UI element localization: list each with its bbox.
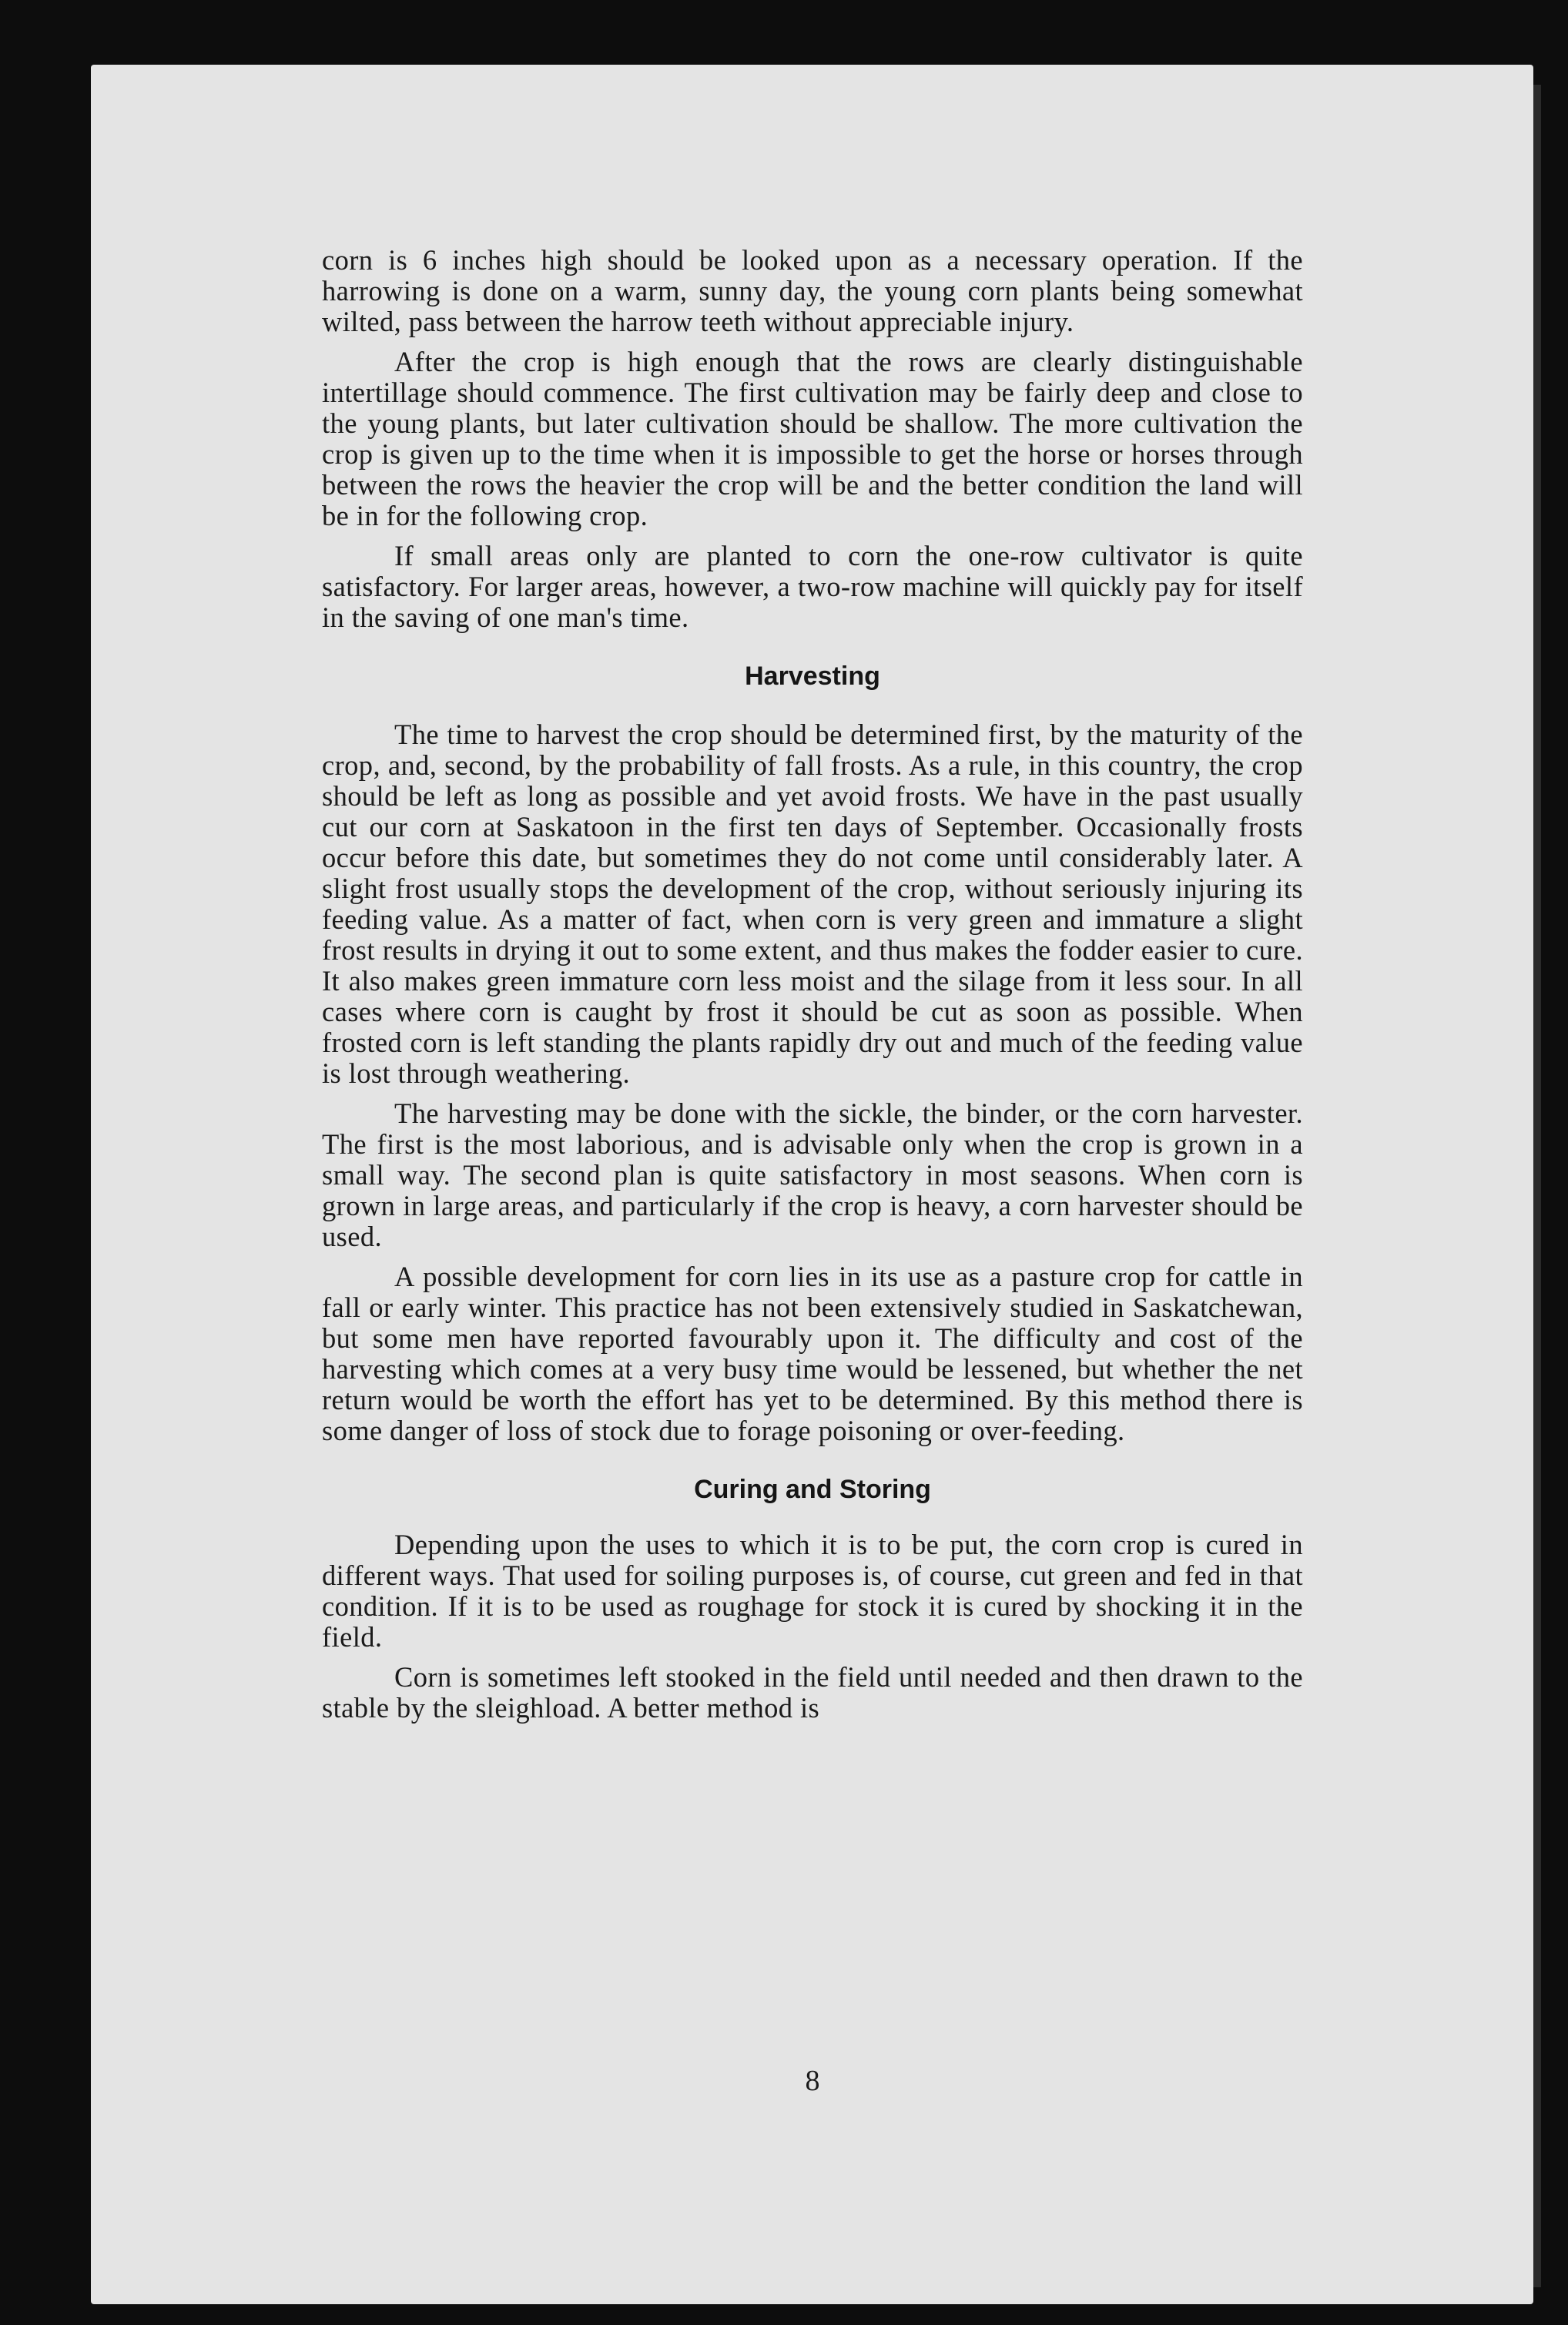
section-heading-harvesting: Harvesting <box>745 662 880 691</box>
page-edge-shadow <box>1533 85 1541 2287</box>
page-footer <box>322 0 1303 2325</box>
page-number: 8 <box>805 2065 820 2097</box>
paragraph: A possible development for corn lies in its use as a pasture crop for cattle in fall or early winter. This practice has not been extensively studied in Saskatchewan, but some men have reported favourably upon it. The difficulty and cost of the harvesting which comes at a very busy time would be lessened, but whether the net return would be worth the effort has yet to be determined. By this method there is some danger of loss of stock due to forage poisoning or over-feeding. <box>322 1261 1303 1446</box>
section-heading-curing: Curing and Storing <box>694 1475 931 1504</box>
paragraph: The time to harvest the crop should be determined first, by the maturity of the crop, and, second, by the probability of fall frosts. As a rule, in this country, the crop should be left as long as possible and yet avoid frosts. We have in the past usually cut our corn at Saskatoon in the first ten days of September. Occasionally frosts occur before this date, but sometimes they do not come until considerably later. A slight frost usually stops the development of the crop, without seriously injuring its feeding value. As a matter of fact, when corn is very green and immature a slight frost results in drying it out to some extent, and thus makes the fodder easier to cure. It also makes green immature corn less moist and the silage from it less sour. In all cases where corn is caught by frost it should be cut as soon as possible. When frosted corn is left standing the plants rapidly dry out and much of the feeding value is lost through weathering. <box>322 719 1303 1089</box>
paragraph: After the crop is high enough that the rows are clearly distinguishable intertillage should commence. The first cultivation may be fairly deep and close to the young plants, but later cultivation should be shallow. The more cultivation the crop is given up to the time when it is impossible to get the horse or horses through between the rows the heavier the crop will be and the better condition the land will be in for the following crop. <box>322 346 1303 531</box>
paragraph: corn is 6 inches high should be looked upon as a necessary operation. If the harrowing is done on a warm, sunny day, the young corn plants being somewhat wilted, pass between the harrow teeth without appreciable injury. <box>322 244 1303 337</box>
paragraph: Corn is sometimes left stooked in the field until needed and then drawn to the stable by the sleighload. A better method is <box>322 1661 1303 1724</box>
paragraph: The harvesting may be done with the sickle, the binder, or the corn harvester. The first is the most laborious, and is advisable only when the crop is grown in a small way. The second plan is quite satisfactory in most seasons. When corn is grown in large areas, and particularly if the crop is heavy, a corn harvester should be used. <box>322 1097 1303 1252</box>
paragraph: Depending upon the uses to which it is to be put, the corn crop is cured in different ways. That used for soiling purposes is, of course, cut green and fed in that condition. If it is to be used as roughage for stock it is cured by shocking it in the field. <box>322 1529 1303 1653</box>
paragraph: If small areas only are planted to corn the one-row cultivator is quite satisfactory. For larger areas, however, a two-row machine will quickly pay for itself in the saving of one man's time. <box>322 540 1303 633</box>
